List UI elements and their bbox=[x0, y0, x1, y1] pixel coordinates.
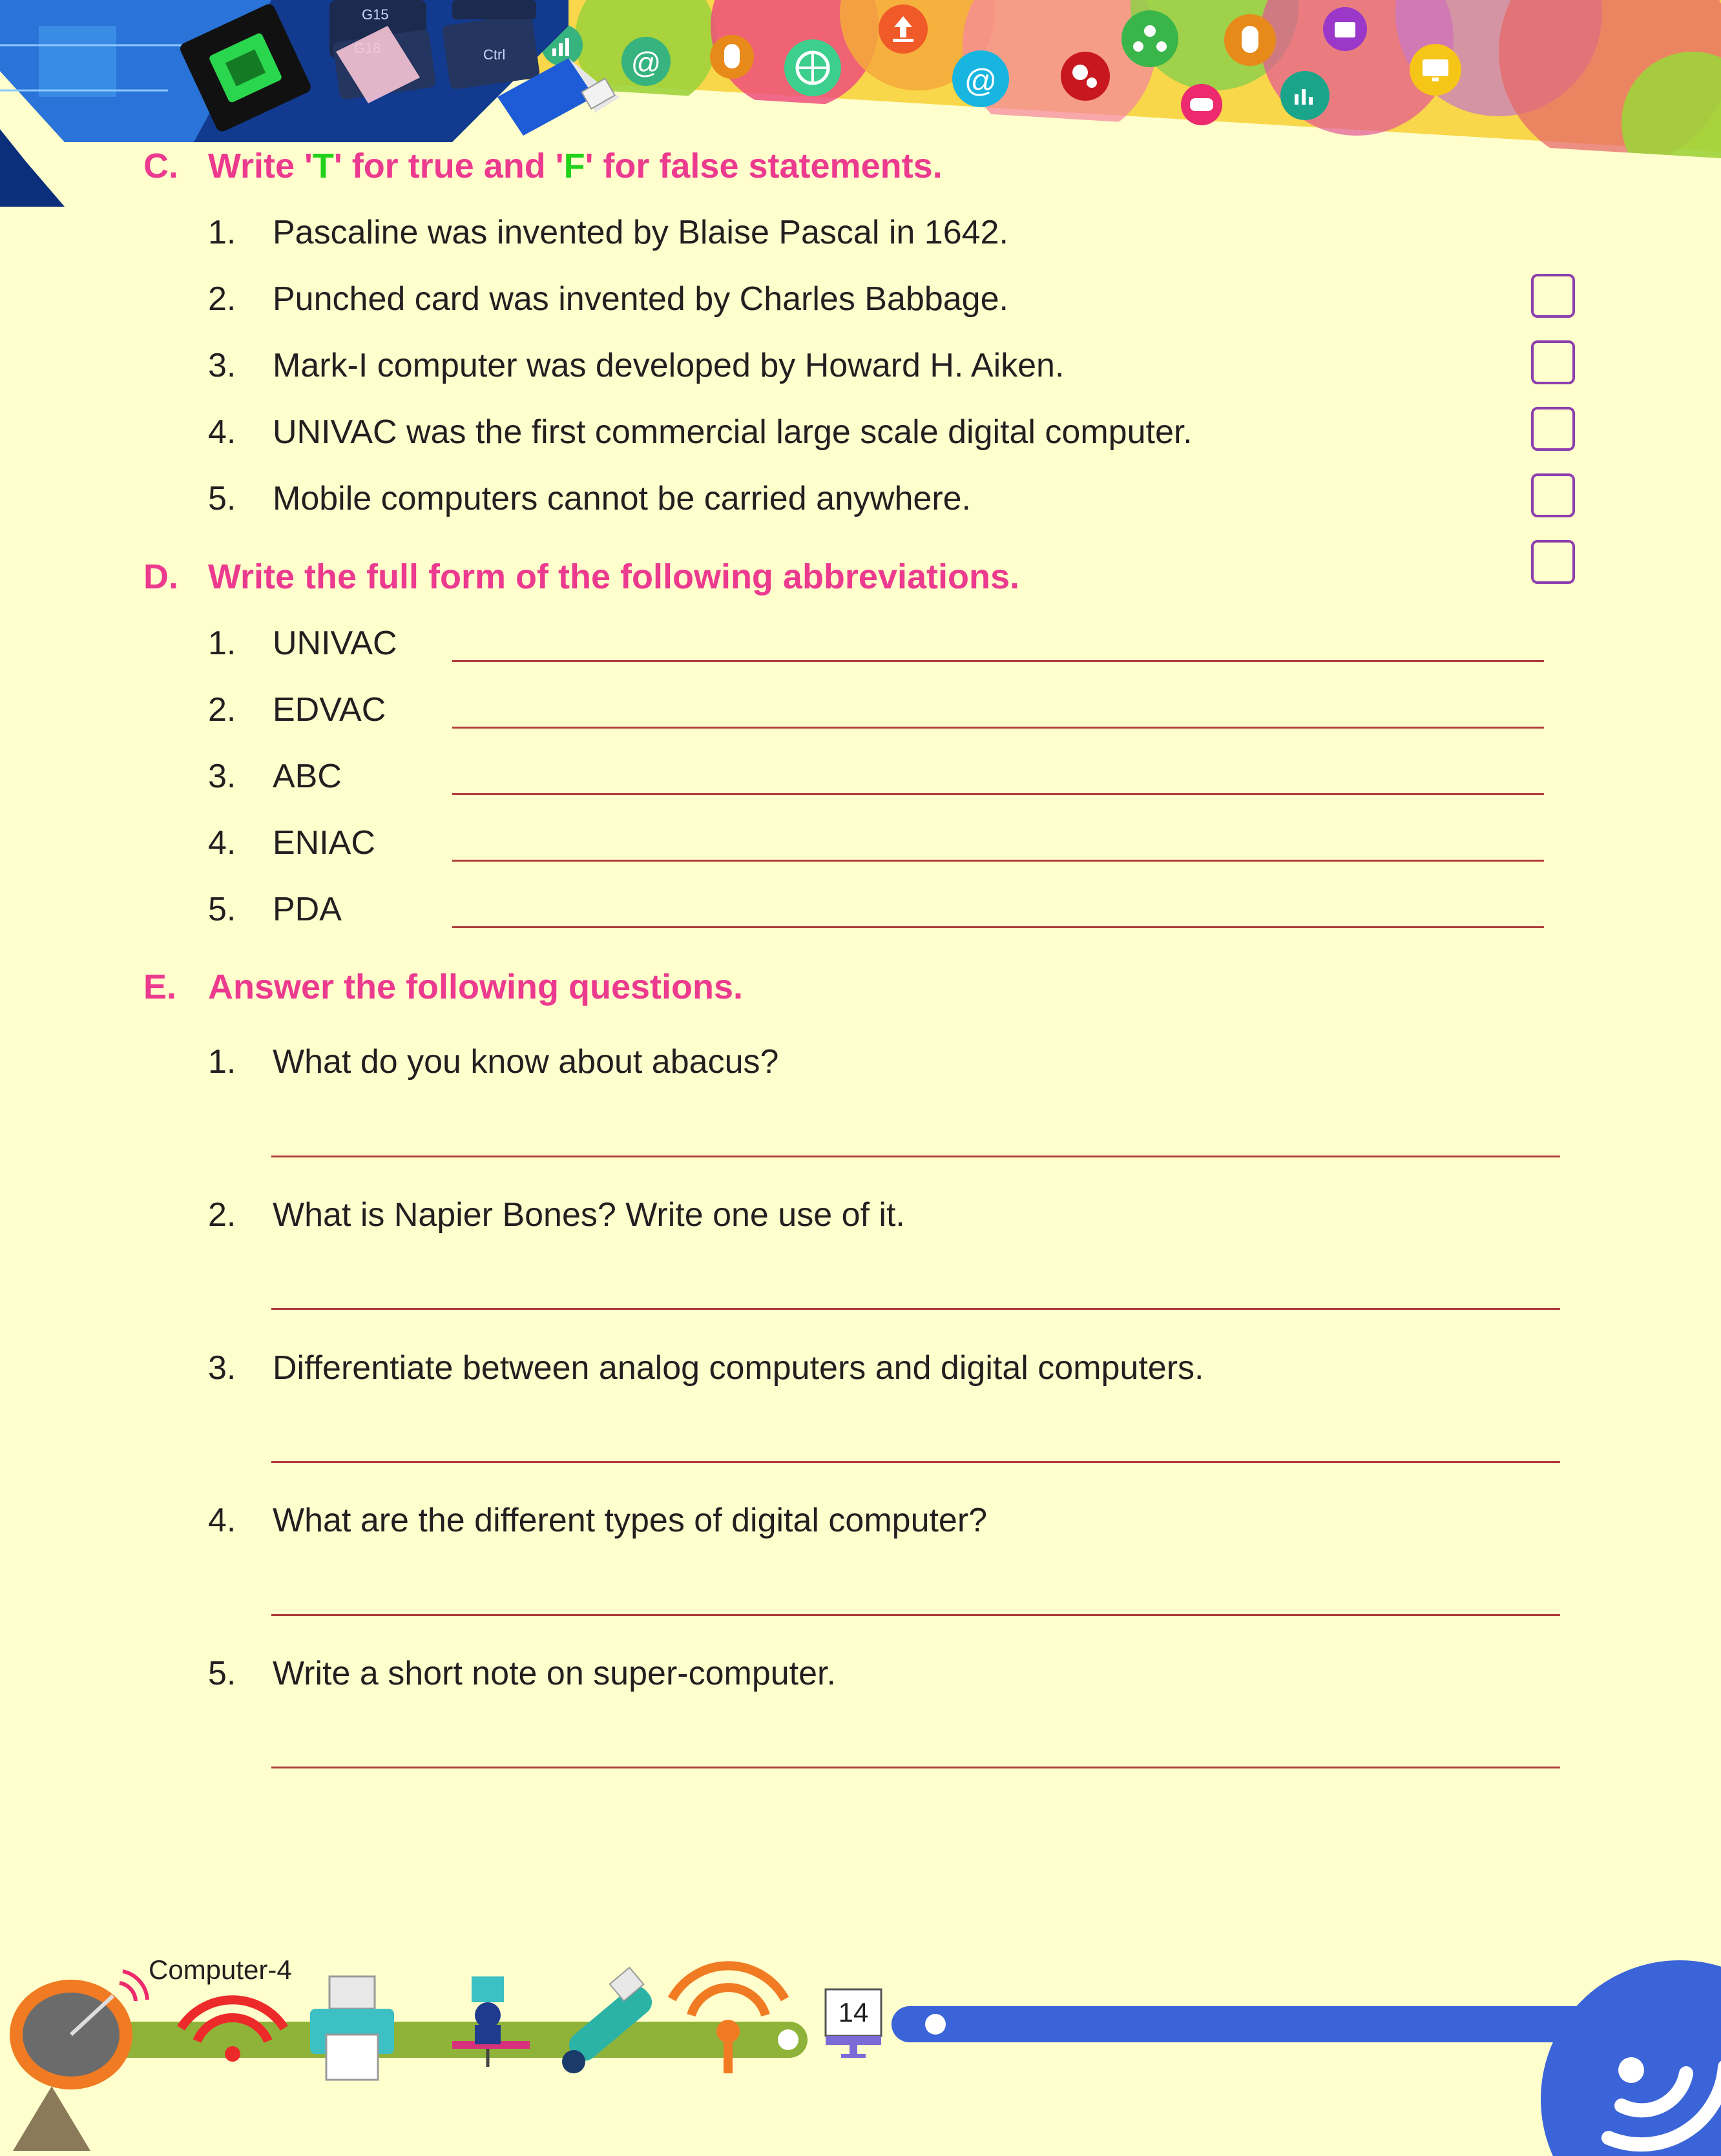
answer-line[interactable] bbox=[271, 1156, 1560, 1157]
true-letter: T bbox=[312, 147, 334, 185]
answer-checkbox[interactable] bbox=[1531, 340, 1575, 384]
answer-line[interactable] bbox=[452, 727, 1544, 729]
globe-icon bbox=[784, 39, 841, 96]
book-title: Computer-4 bbox=[149, 1954, 292, 1985]
answer-checkbox[interactable] bbox=[1531, 274, 1575, 318]
answer-checkbox[interactable] bbox=[1531, 540, 1575, 584]
section-d-heading: D. Write the full form of the following abbreviations. bbox=[143, 557, 1020, 596]
section-letter: D. bbox=[143, 557, 178, 596]
at-sign-icon bbox=[621, 37, 671, 86]
answer-line[interactable] bbox=[452, 660, 1544, 662]
svg-text:@: @ bbox=[631, 46, 662, 79]
page-number: 14 bbox=[838, 1997, 869, 2027]
answer-line[interactable] bbox=[452, 793, 1544, 795]
folder-icon bbox=[1323, 7, 1367, 51]
answer-line[interactable] bbox=[452, 926, 1544, 928]
chart-icon bbox=[1280, 71, 1330, 120]
satellite-dish-icon bbox=[10, 1971, 147, 2151]
answer-line[interactable] bbox=[271, 1767, 1560, 1768]
mouse-icon bbox=[710, 35, 754, 79]
svg-text:G15: G15 bbox=[362, 6, 389, 23]
answer-checkbox[interactable] bbox=[1531, 473, 1575, 517]
answer-line[interactable] bbox=[271, 1461, 1560, 1463]
printer-icon bbox=[310, 1976, 394, 2080]
svg-text:Ctrl: Ctrl bbox=[483, 47, 506, 63]
answer-line[interactable] bbox=[271, 1308, 1560, 1310]
section-letter: C. bbox=[143, 147, 178, 185]
gears-icon bbox=[1061, 52, 1110, 101]
section-e-heading: E. Answer the following questions. bbox=[143, 968, 744, 1006]
game-controller-icon bbox=[1181, 84, 1222, 125]
answer-checkbox[interactable] bbox=[1531, 407, 1575, 451]
answer-line[interactable] bbox=[452, 860, 1544, 862]
upload-icon bbox=[879, 5, 928, 54]
false-letter: F bbox=[563, 147, 585, 185]
network-users-icon bbox=[1121, 10, 1178, 67]
mouse-icon bbox=[1224, 14, 1276, 66]
publisher-logo-icon bbox=[1541, 1960, 1721, 2156]
svg-text:@: @ bbox=[964, 63, 997, 99]
monitor-icon bbox=[1410, 44, 1461, 96]
section-letter: E. bbox=[143, 968, 177, 1006]
section-c-heading: C. Write 'T' for true and 'F' for false statements. bbox=[143, 147, 943, 185]
answer-line[interactable] bbox=[271, 1614, 1560, 1616]
at-sign-icon bbox=[952, 50, 1009, 107]
